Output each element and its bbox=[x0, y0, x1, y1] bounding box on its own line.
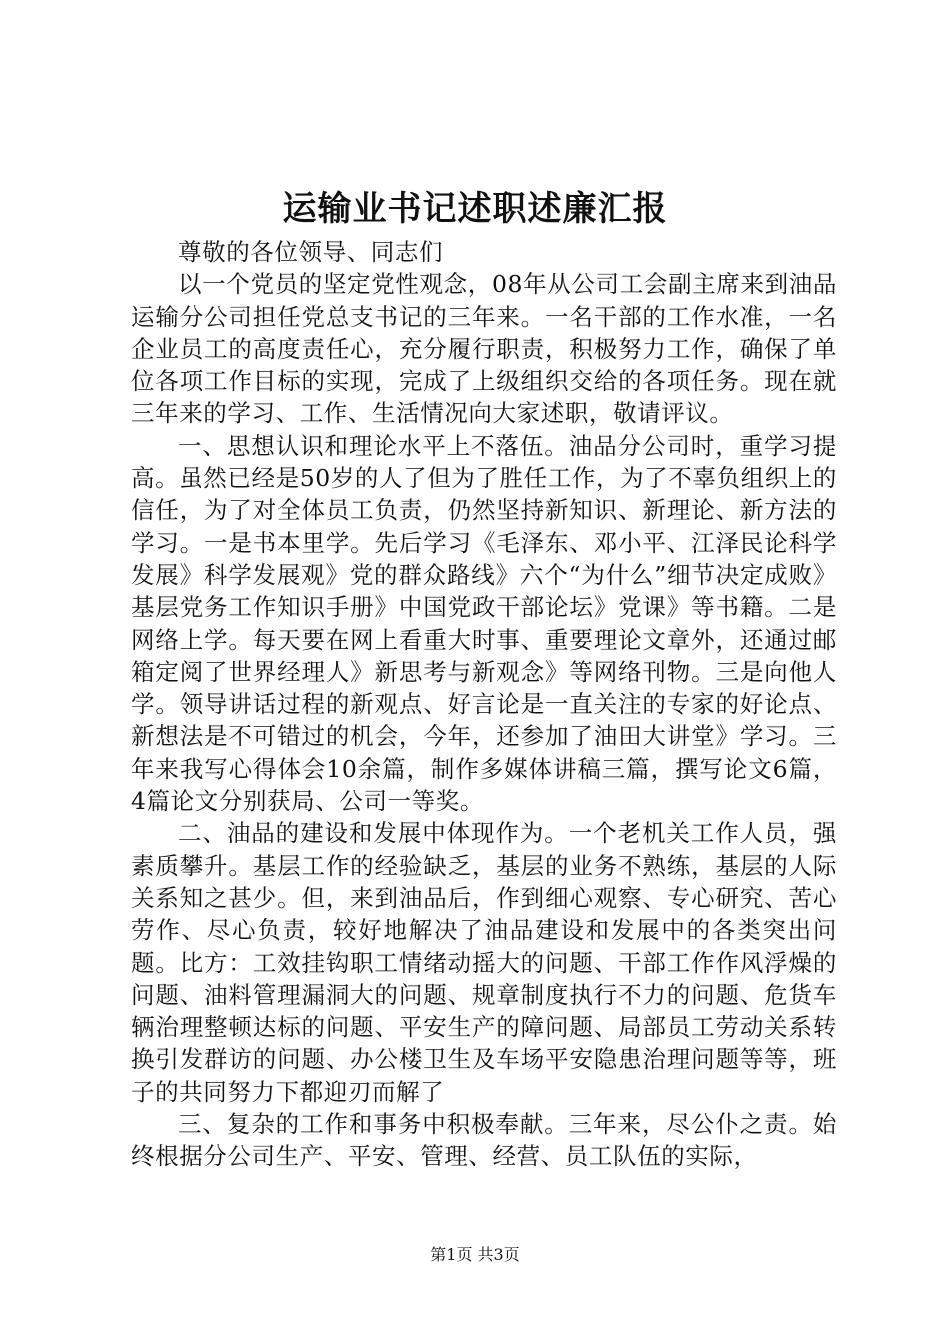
document-title: 运输业书记述职述廉汇报 bbox=[282, 189, 668, 229]
paragraph-section-3: 三、复杂的工作和事务中积极奉献。三年来，尽公仆之责。始终根据分公司生产、平安、管理、经营、员工队伍的实际， bbox=[131, 1110, 837, 1171]
paragraph-section-2: 二、油品的建设和发展中体现作为。一个老机关工作人员，强素质攀升。基层工作的经验缺乏，基层的业务不熟练，基层的人际关系知之甚少。但，来到油品后，作到细心观察、专心研究、苦心劳作、尽心负责，较好地解决了油品建设和发展中的各类突出问题。比方：工效挂钩职工情绪动摇大的问题、干部工作作风浮燥的问题、油料管理漏洞大的问题、规章制度执行不力的问题、危货车辆治理整顿达标的问题、平安生产的障问题、局部员工劳动关系转换引发群访的问题、办公楼卫生及车场平安隐患治理问题等等，班子的共同努力下都迎刃而解了 bbox=[131, 819, 837, 1106]
paragraph-section-1: 一、思想认识和理论水平上不落伍。油品分公司时，重学习提高。虽然已经是50岁的人了但为了胜任工作，为了不辜负组织上的信任，为了对全体员工负责，仍然坚持新知识、新理论、新方法的学习。一是书本里学。先后学习《毛泽东、邓小平、江泽民论科学发展》科学发展观》党的群众路线》六个“为什么”细节决定成败》基层党务工作知识手册》中国党政干部论坛》党课》等书籍。二是网络上学。每天要在网上看重大时事、重要理论文章外，还通过邮箱定阅了世界经理人》新思考与新观念》等网络刊物。三是向他人学。领导讲话过程的新观点、好言论是一直关注的专家的好论点、新想法是不可错过的机会，今年，还参加了油田大讲堂》学习。三年来我写心得体会10余篇，制作多媒体讲稿三篇，撰写论文6篇，4篇论文分别获局、公司一等奖。 bbox=[131, 431, 837, 816]
salutation: 尊敬的各位领导、同志们 bbox=[178, 238, 444, 266]
paragraph-intro: 以一个党员的坚定党性观念，08年从公司工会副主席来到油品运输分公司担任党总支书记的三年来。一名干部的工作水准，一名企业员工的高度责任心，充分履行职责，积极努力工作，确保了单位各项工作目标的实现，完成了上级组织交给的各项任务。现在就三年来的学习、工作、生活情况向大家述职，敬请评议。 bbox=[131, 270, 837, 428]
page-footer: 第1页 共3页 bbox=[430, 1245, 520, 1264]
document-body bbox=[131, 236, 837, 1173]
